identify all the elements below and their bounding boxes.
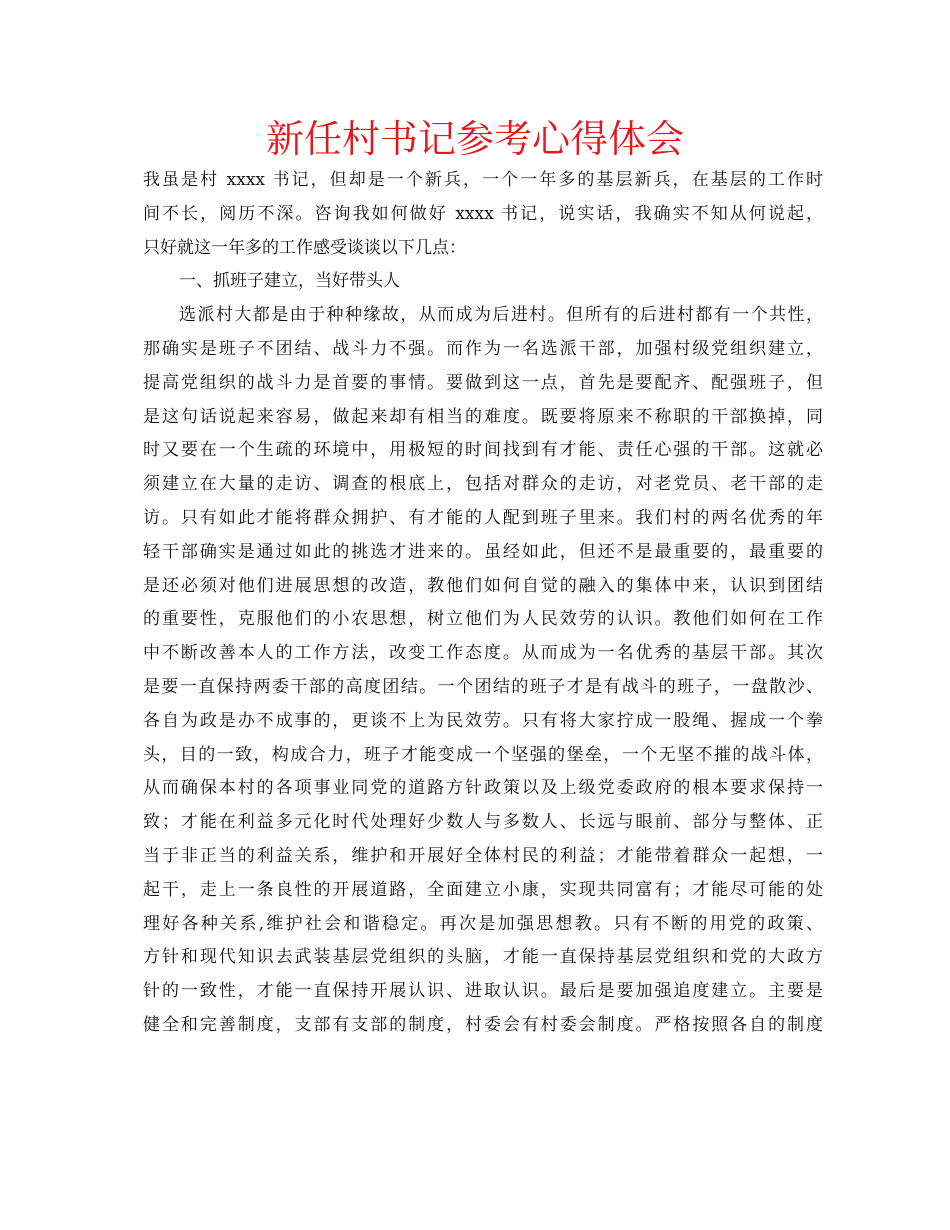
body-line: 提高党组织的战斗力是首要的事情。要做到这一点，首先是要配齐、配强班子，但: [143, 372, 823, 393]
body-line: 方针和现代知识去武装基层党组织的头脑，才能一直保持基层党组织和党的大政方: [143, 947, 823, 968]
body-line: 我虽是村 xxxx 书记，但却是一个新兵，一个一年多的基层新兵，在基层的工作时: [143, 170, 823, 190]
body-line: 只好就这一年多的工作感受谈谈以下几点：: [143, 237, 466, 258]
body-line: 的重要性，克服他们的小农思想，树立他们为人民效劳的认识。教他们如何在工作: [143, 609, 823, 630]
body-line: 时又要在一个生疏的环境中，用极短的时间找到有才能、责任心强的干部。这就必: [143, 440, 823, 461]
body-line: 当于非正当的利益关系，维护和开展好全体村民的利益；才能带着群众一起想，一: [143, 845, 823, 866]
body-line: 是要一直保持两委干部的高度团结。一个团结的班子才是有战斗的班子，一盘散沙、: [143, 676, 823, 697]
body-line: 间不长，阅历不深。咨询我如何做好 xxxx 书记，说实话，我确实不知从何说起，: [143, 203, 823, 224]
section-heading: 一、抓班子建立，当好带头人: [179, 271, 400, 292]
body-line: 那确实是班子不团结、战斗力不强。而作为一名选派干部，加强村级党组织建立，: [143, 338, 823, 359]
body-line: 头，目的一致，构成合力，班子才能变成一个坚强的堡垒，一个无坚不摧的战斗体，: [143, 744, 823, 765]
body-line: 访。只有如此才能将群众拥护、有才能的人配到班子里来。我们村的两名优秀的年: [143, 507, 823, 528]
body-line: 理好各种关系,维护社会和谐稳定。再次是加强思想教。只有不断的用党的政策、: [143, 913, 823, 934]
body-line: 针的一致性，才能一直保持开展认识、进取认识。最后是要加强追度建立。主要是: [143, 981, 823, 1002]
body-line: 起干，走上一条良性的开展道路，全面建立小康，实现共同富有；才能尽可能的处: [143, 879, 823, 900]
body-line: 中不断改善本人的工作方法，改变工作态度。从而成为一名优秀的基层干部。其次: [143, 643, 823, 664]
body-line: 健全和完善制度，支部有支部的制度，村委会有村委会制度。严格按照各自的制度: [143, 1014, 823, 1035]
body-line: 致；才能在利益多元化时代处理好少数人与多数人、长远与眼前、部分与整体、正: [143, 812, 823, 833]
body-line: 须建立在大量的走访、调查的根底上，包括对群众的走访，对老党员、老干部的走: [143, 474, 823, 495]
body-line: 从而确保本村的各项事业同党的道路方针政策以及上级党委政府的根本要求保持一: [143, 778, 823, 799]
body-line: 选派村大都是由于种种缘故，从而成为后进村。但所有的后进村都有一个共性，: [179, 305, 823, 326]
body-line: 是还必须对他们进展思想的改造，教他们如何自觉的融入的集体中来，认识到团结: [143, 575, 823, 596]
document-title: 新任村书记参考心得体会: [265, 117, 684, 161]
body-line: 各自为政是办不成事的，更谈不上为民效劳。只有将大家拧成一股绳、握成一个拳: [143, 710, 823, 731]
body-line: 是这句话说起来容易，做起来却有相当的难度。既要将原来不称职的干部换掉，同: [143, 406, 823, 427]
body-line: 轻干部确实是通过如此的挑选才进来的。虽经如此，但还不是最重要的，最重要的: [143, 541, 823, 562]
document-body: [143, 164, 823, 1043]
